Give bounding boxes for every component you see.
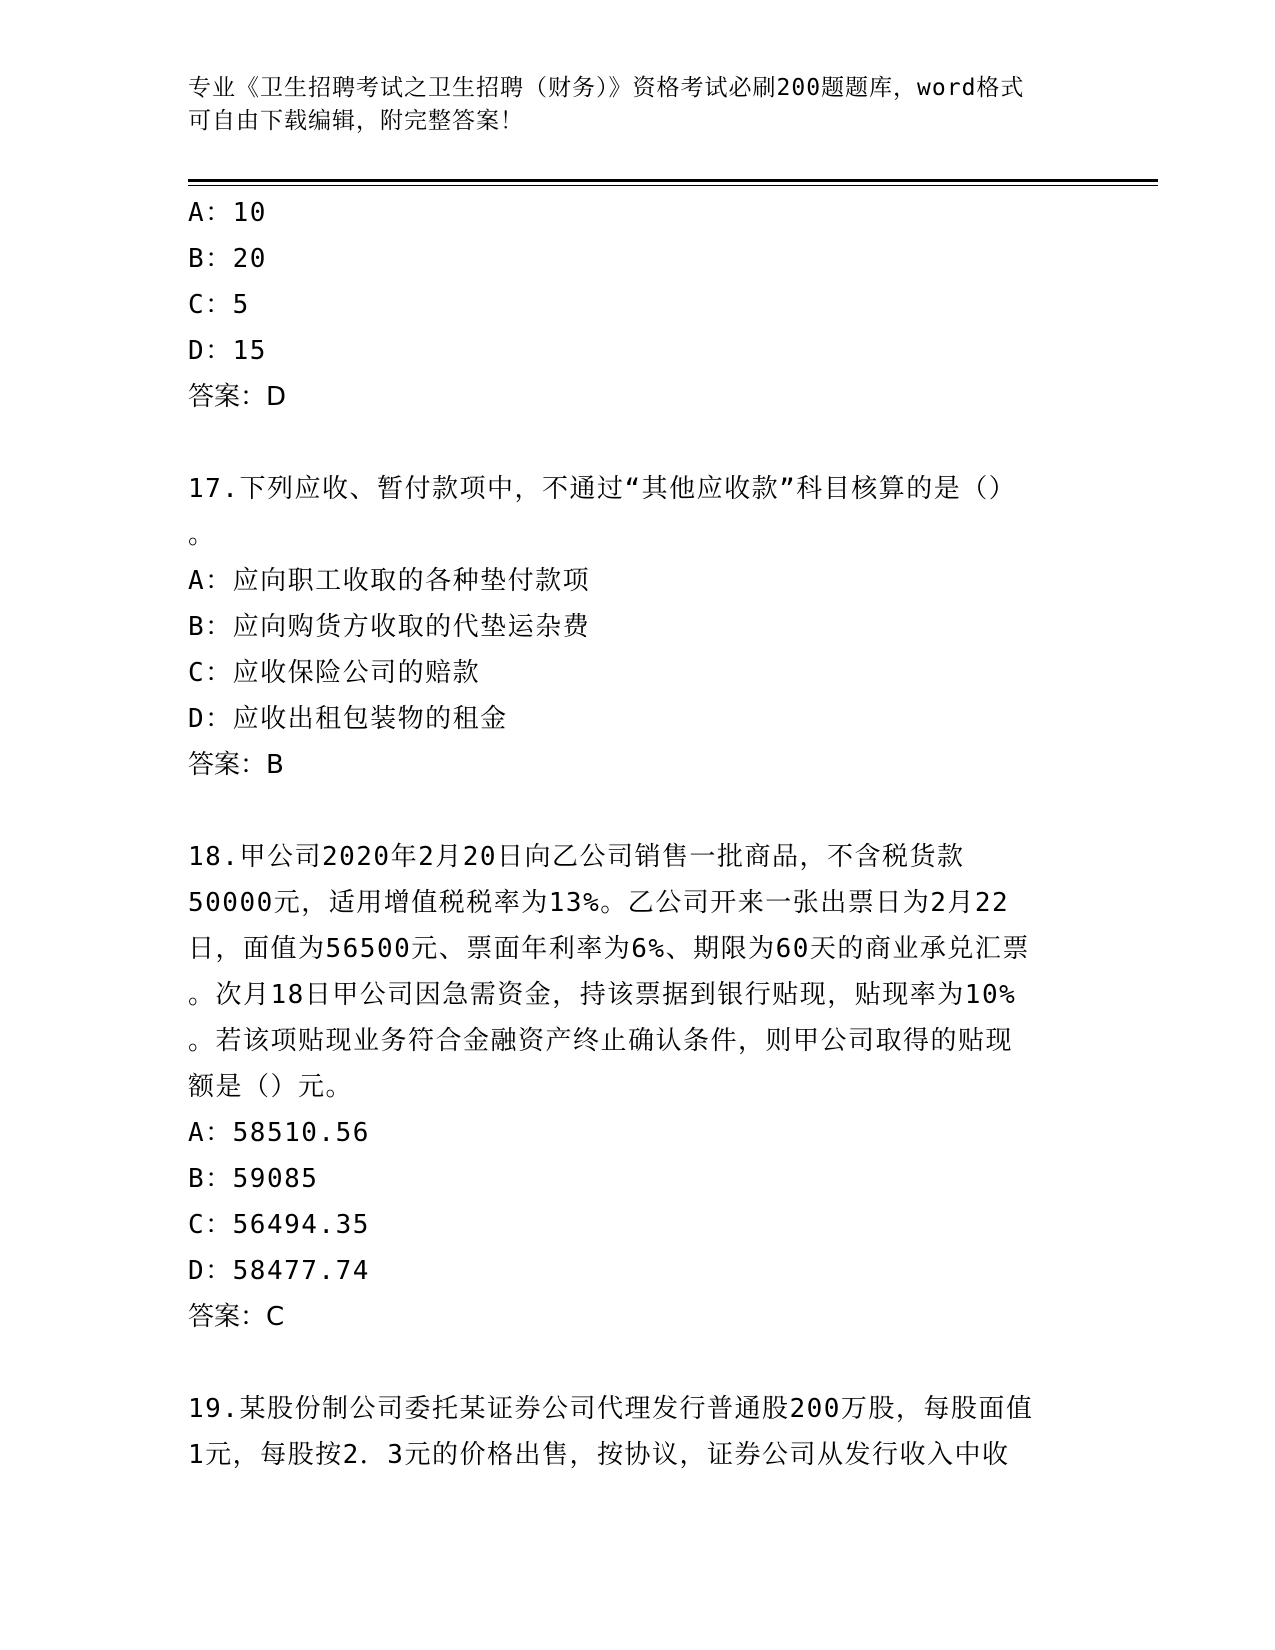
document-header (188, 72, 1088, 138)
answer-label: 答案：C (188, 1302, 285, 1332)
question-stem-line: 。若该项贴现业务符合金融资产终止确认条件，则甲公司取得的贴现 (188, 1026, 1014, 1056)
question-17 (188, 466, 1088, 788)
question-stem-line: 50000元，适用增值税税率为13%。乙公司开来一张出票日为2月22 (188, 888, 1010, 918)
spacer (188, 1340, 1088, 1386)
header-line-1: 专业《卫生招聘考试之卫生招聘（财务）》资格考试必刷200题题库，word格式 (188, 75, 1025, 101)
option-d: D：58477.74 (188, 1256, 370, 1286)
question-16 (188, 190, 1088, 420)
spacer (188, 420, 1088, 466)
spacer (188, 788, 1088, 834)
option-d: D：15 (188, 336, 267, 366)
header-line-2: 可自由下载编辑，附完整答案！ (188, 108, 524, 134)
option-c: C：5 (188, 290, 250, 320)
option-c: C：应收保险公司的赔款 (188, 658, 481, 688)
question-stem-line: 18.甲公司2020年2月20日向乙公司销售一批商品，不含税货款 (188, 842, 965, 872)
question-stem-line: 日，面值为56500元、票面年利率为6%、期限为60天的商业承兑汇票 (188, 934, 1030, 964)
header-rule-thin (188, 185, 1158, 186)
answer-label: 答案：D (188, 382, 287, 412)
option-a: A：10 (188, 198, 267, 228)
question-18 (188, 834, 1088, 1340)
answer-label: 答案：B (188, 750, 284, 780)
document-body (188, 190, 1088, 1478)
question-stem-line: 19.某股份制公司委托某证券公司代理发行普通股200万股，每股面值 (188, 1394, 1034, 1424)
option-a: A：应向职工收取的各种垫付款项 (188, 566, 591, 596)
question-stem-line: 额是（）元。 (188, 1072, 354, 1102)
question-stem-line: 17.下列应收、暂付款项中，不通过“其他应收款”科目核算的是（） (188, 474, 1017, 504)
option-c: C：56494.35 (188, 1210, 370, 1240)
option-b: B：59085 (188, 1164, 319, 1194)
option-b: B：20 (188, 244, 267, 274)
question-19 (188, 1386, 1088, 1478)
question-stem-line: 。 (188, 520, 216, 550)
option-a: A：58510.56 (188, 1118, 370, 1148)
header-rule-thick (188, 179, 1158, 182)
option-d: D：应收出租包装物的租金 (188, 704, 508, 734)
option-b: B：应向购货方收取的代垫运杂费 (188, 612, 591, 642)
question-stem-line: 1元，每股按2．3元的价格出售，按协议，证券公司从发行收入中收 (188, 1440, 1010, 1470)
question-stem-line: 。次月18日甲公司因急需资金，持该票据到银行贴现，贴现率为10% (188, 980, 1017, 1010)
